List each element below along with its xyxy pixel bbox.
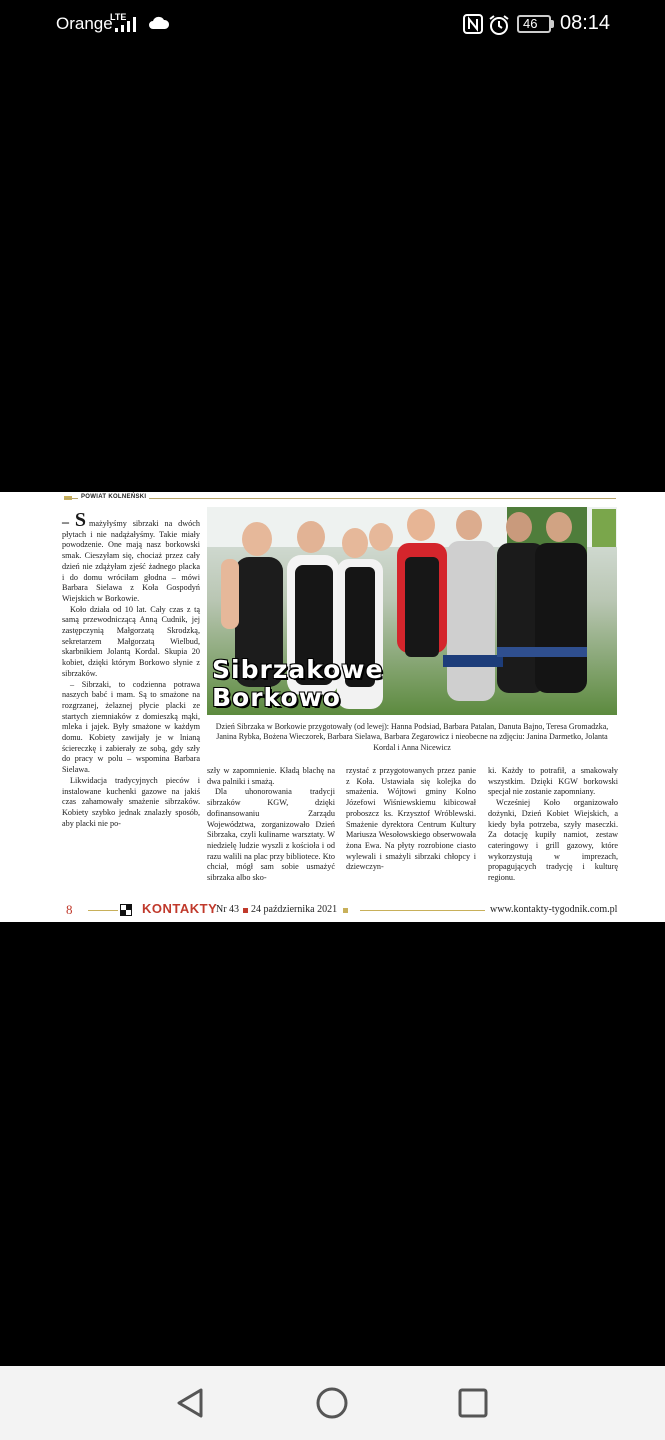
alarm-icon: [488, 14, 510, 36]
paragraph: Likwidacja tradycyjnych pieców i instalowane kuchenki gazowe na jakiś czas zahamowały smażenie sibrzaków. Kobiety szybko jednak znalazły sposób, aby placki nie po-: [62, 775, 200, 828]
section-label: POWIAT KOLNEŃSKI: [78, 494, 149, 500]
network-type-label: LTE: [110, 12, 127, 22]
photo-caption: Dzień Sibrzaka w Borkowie przygotowały (od lewej): Hanna Podsiad, Barbara Patalan, Danuta Bajno, Teresa Gromadzka, Janina Rybka, Bożena Wieczorek, Barbara Sielawa, Barbara Zegarowicz i nieobecne na zdjęciu: Janina Darmetko, Jolanta Kordal i Anna Nicewicz: [215, 722, 609, 752]
paragraph: Wcześniej Koło organizowało dożynki, Dzień Kobiet Wiejskich, a kiedy była potrzeba, szyły maseczki. Za dotację kupiły namiot, zestaw cateringowy i grill gazowy, które wykorzystują w imprezach, propagujących tradycję i kulturę regionu.: [488, 798, 618, 883]
issue-number: Nr 43: [216, 904, 240, 915]
cloud-icon: [148, 16, 170, 30]
article-column-1: [62, 511, 200, 891]
home-icon[interactable]: [315, 1386, 349, 1420]
status-bar: [0, 0, 665, 50]
separator-square: [343, 908, 348, 913]
paragraph: Dla uhonorowania tradycji sibrzaków KGW, dzięki dofinansowaniu Zarządu Województwa, zorganizowało Dzień Sibrzaka, czyli kulinarne warsztaty. W niedzielę ludzie wyszli z kościoła i od razu walili na plac przy bibliotece. Kto chciał, mógł sam sobie usmażyć sibrzaka albo sko-: [207, 787, 335, 883]
article-column-2: [207, 766, 335, 891]
separator-square: [243, 908, 248, 913]
issue-date: 24 października 2021: [251, 904, 338, 915]
battery-tip: [551, 20, 554, 28]
carrier-label: Orange: [56, 14, 113, 33]
paragraph-text: mażyłyśmy sibrzaki na dwóch płytach i nie nadążałyśmy. Takie miały powodzenie. One mają nasz borkowski smak. Cieszyłam się, chociaż przez cały dzień nie zdążyłam zjeść żadnego placka i do domu wróciłam głodna – mówi Barbara Sielawa z Koła Gospodyń Wiejskich w Borkowie.: [62, 519, 200, 603]
paragraph: ki. Każdy to potrafił, a smakowały wszystkim. Dzięki KGW borkowski specjał nie zostanie zapomniany.: [488, 766, 618, 797]
headline-line-1: Sibrzakowe: [212, 655, 384, 684]
paragraph: – Sibrzaki, to codzienna potrawa naszych babć i mam. Są to smażone na rozgrzanej, żelaznej płycie placki ze startych ziemniaków z domieszką mąki, mleka i jajek. Były smażone w każdym domu. Kobiety zawijały je w lnianą ściereczkę i zabierały ze sobą, gdy szły do pracy w polu – wspomina Barbara Sielawa.: [62, 679, 200, 775]
page-number: 8: [66, 902, 73, 917]
back-icon[interactable]: [173, 1386, 207, 1420]
paragraph: szły w zapomnienie. Kładą blachę na dwa palniki i smażą.: [207, 766, 335, 786]
article-column-3: [346, 766, 476, 891]
lead-paragraph: [62, 511, 200, 605]
recents-icon[interactable]: [456, 1386, 490, 1420]
article-column-4: [488, 766, 618, 891]
battery-icon: [517, 15, 551, 33]
brand-name: KONTAKTY: [142, 901, 218, 916]
brand-logo-icon: [120, 904, 132, 916]
photo-headline: [212, 656, 383, 712]
headline-line-2: Borkowo: [212, 683, 341, 712]
website-url: www.kontakty-tygodnik.com.pl: [490, 904, 618, 915]
dropcap: S: [74, 509, 87, 531]
clock: 08:14: [560, 12, 611, 34]
footer-rule: [88, 910, 118, 911]
nfc-icon: [463, 14, 483, 34]
lead-dash: –: [62, 515, 69, 530]
footer-rule: [360, 910, 485, 911]
battery-level: 46: [523, 16, 538, 31]
paragraph: rzystać z przygotowanych przez panie z Koła. Ustawiała się kolejka do smażenia. Wójtowi gminy Kolno Józefowi Wiśniewskiemu kibicował proboszcz ks. Krzysztof Wróblewski. Smażenie dyrektora Centrum Kultury Mariusza Wesołowskiego obserwowała żona Ewa. Na płyty rozrobione ciasto wylewali i smażyli sibrzaki chłopcy i dziewczyn-: [346, 766, 476, 872]
paragraph: Koło działa od 10 lat. Cały czas z tą samą przewodniczącą Anną Cudnik, jej zastępczynią Małgorzatą Skrodzką, sekretarzem Małgorzatą Wielbud, skarbnikiem Jolantą Kordal. Skupia 20 kobiet, dzięki którym Borkowo słynie z sibrzaków.: [62, 604, 200, 678]
signal-icon: [113, 15, 143, 33]
